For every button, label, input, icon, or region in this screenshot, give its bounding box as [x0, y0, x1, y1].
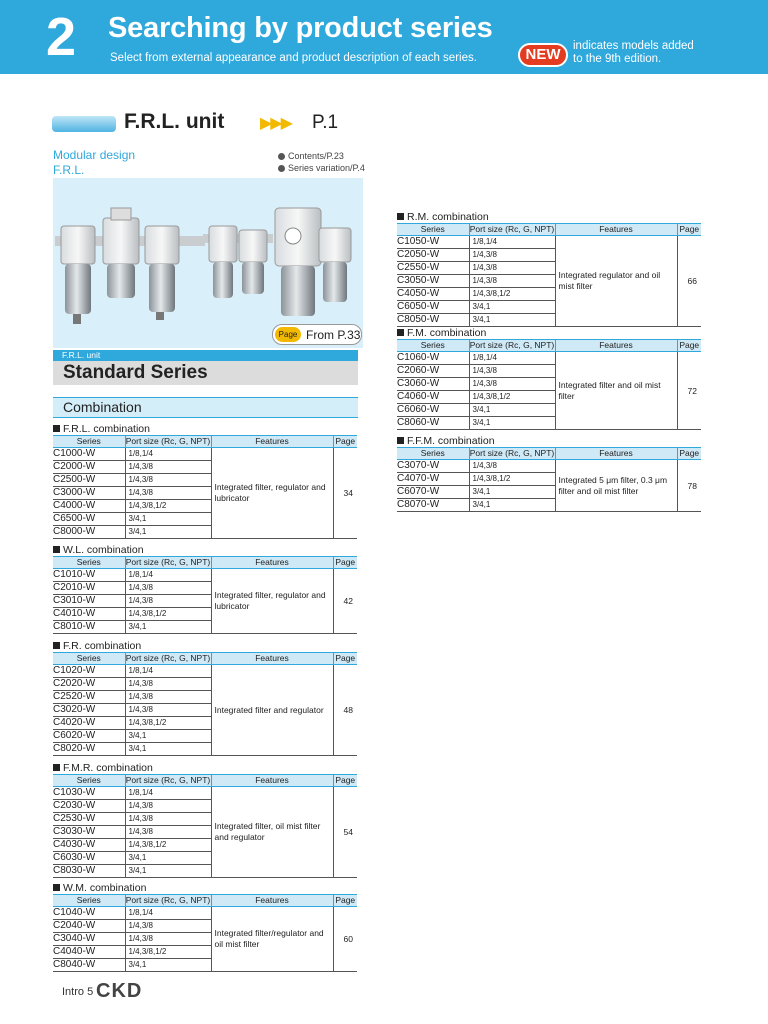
series-cell: C1030-W: [53, 787, 125, 800]
page-cell[interactable]: 48: [333, 665, 357, 756]
port-size-cell: 3/4,1: [125, 730, 211, 743]
port-size-cell: 1/4,3/8,1/2: [125, 839, 211, 852]
modular-design-label: [53, 148, 135, 178]
port-size-cell: 1/8,1/4: [469, 236, 555, 249]
port-size-cell: 1/4,3/8: [125, 461, 211, 474]
series-cell: C6030-W: [53, 852, 125, 865]
wl-combination-group: [53, 544, 357, 634]
col-header-features: Features: [211, 557, 333, 569]
series-table: [397, 447, 701, 512]
group-title-text: F.R. combination: [63, 640, 142, 652]
square-bullet-icon: [53, 425, 60, 432]
col-header-port: Port size (Rc, G, NPT): [125, 775, 211, 785]
page-subtitle: Select from external appearance and product description of each series.: [110, 52, 477, 64]
series-cell: C2520-W: [53, 691, 125, 704]
square-bullet-icon: [53, 764, 60, 771]
port-size-cell: 3/4,1: [469, 301, 555, 314]
port-size-cell: 1/4,3/8,1/2: [469, 391, 555, 404]
page-number: Intro 5: [62, 986, 94, 998]
col-header-features: Features: [211, 775, 333, 787]
series-cell: C8060-W: [397, 417, 469, 430]
group-title: [53, 762, 357, 774]
table-row: [53, 787, 357, 800]
group-title-text: F.M.R. combination: [63, 762, 153, 774]
frl-combination-group: [53, 423, 357, 539]
table-row: [53, 569, 357, 582]
port-size-cell: 3/4,1: [125, 513, 211, 526]
table-row: [53, 448, 357, 461]
from-page-label: From P.33: [306, 328, 361, 342]
col-header-page: Page: [333, 436, 357, 448]
col-header-series: Series: [53, 557, 125, 569]
features-cell: Integrated filter and oil mist filter: [555, 352, 677, 430]
modular-line2: F.R.L.: [53, 163, 85, 177]
port-size-cell: 3/4,1: [125, 526, 211, 539]
series-table: [397, 339, 701, 430]
series-cell: C1010-W: [53, 569, 125, 582]
col-header-page: Page: [333, 557, 357, 569]
col-header-port: Port size (Rc, G, NPT): [469, 340, 555, 350]
port-size-cell: 1/8,1/4: [125, 787, 211, 800]
group-title: [397, 211, 701, 223]
group-title: [53, 423, 357, 435]
port-size-cell: 3/4,1: [469, 404, 555, 417]
square-bullet-icon: [53, 546, 60, 553]
col-header-port: Port size (Rc, G, NPT): [125, 436, 211, 446]
port-size-cell: 1/4,3/8: [125, 582, 211, 595]
group-title: [53, 544, 357, 556]
ref-contents[interactable]: Contents/P.23: [278, 150, 365, 162]
port-size-cell: 3/4,1: [125, 743, 211, 756]
col-header-series: Series: [397, 340, 469, 352]
port-size-cell: 1/4,3/8: [125, 826, 211, 839]
ref-variation[interactable]: Series variation/P.4: [278, 162, 365, 174]
series-cell: C4050-W: [397, 288, 469, 301]
series-cell: C3060-W: [397, 378, 469, 391]
new-note-line2: to the 9th edition.: [573, 53, 662, 65]
series-cell: C4070-W: [397, 473, 469, 486]
new-note-line1: indicates models added: [573, 40, 694, 52]
series-cell: C2500-W: [53, 474, 125, 487]
series-cell: C6020-W: [53, 730, 125, 743]
port-size-cell: 1/4,3/8: [469, 262, 555, 275]
series-cell: C2050-W: [397, 249, 469, 262]
col-header-features: Features: [555, 448, 677, 460]
page-cell[interactable]: 66: [677, 236, 701, 327]
square-bullet-icon: [53, 884, 60, 891]
group-title: [53, 882, 357, 894]
bullet-icon: [278, 165, 285, 172]
ckd-logo: CKD: [96, 980, 143, 1002]
frl-units-illustration: [53, 178, 363, 348]
series-cell: C8000-W: [53, 526, 125, 539]
table-row: [53, 665, 357, 678]
standard-series-title: Standard Series: [53, 361, 358, 385]
series-cell: C2060-W: [397, 365, 469, 378]
series-cell: C8010-W: [53, 621, 125, 634]
arrow-icons: ▶▶▶: [260, 115, 291, 132]
series-table: [53, 435, 357, 539]
series-cell: C1040-W: [53, 907, 125, 920]
port-size-cell: 3/4,1: [125, 852, 211, 865]
series-cell: C2550-W: [397, 262, 469, 275]
series-table: [53, 774, 357, 878]
fm-combination-group: [397, 327, 701, 430]
port-size-cell: 1/4,3/8,1/2: [125, 608, 211, 621]
features-cell: Integrated 5 μm filter, 0.3 μm filter and oil mist filter: [555, 460, 677, 512]
col-header-series: Series: [53, 775, 125, 787]
bullet-icon: [278, 153, 285, 160]
series-cell: C8050-W: [397, 314, 469, 327]
col-header-features: Features: [555, 224, 677, 236]
features-cell: Integrated filter/regulator and oil mist filter: [211, 907, 333, 972]
port-size-cell: 3/4,1: [469, 499, 555, 512]
fr-combination-group: [53, 640, 357, 756]
col-header-page: Page: [333, 653, 357, 665]
features-cell: Integrated filter and regulator: [211, 665, 333, 756]
group-title: [397, 435, 701, 447]
col-header-port: Port size (Rc, G, NPT): [125, 557, 211, 567]
table-row: [397, 236, 701, 249]
group-title-text: F.R.L. combination: [63, 423, 150, 435]
section-pill-icon: [52, 116, 116, 132]
series-cell: C2030-W: [53, 800, 125, 813]
col-header-page: Page: [677, 340, 701, 352]
series-cell: C2040-W: [53, 920, 125, 933]
series-cell: C4010-W: [53, 608, 125, 621]
port-size-cell: 1/8,1/4: [125, 907, 211, 920]
chapter-number: 2: [46, 7, 77, 67]
col-header-series: Series: [397, 448, 469, 460]
series-cell: C4040-W: [53, 946, 125, 959]
port-size-cell: 1/4,3/8,1/2: [125, 717, 211, 730]
col-header-series: Series: [53, 653, 125, 665]
port-size-cell: 1/4,3/8: [125, 813, 211, 826]
page-cell[interactable]: 54: [333, 787, 357, 878]
series-table: [53, 556, 357, 634]
series-cell: C3040-W: [53, 933, 125, 946]
col-header-features: Features: [211, 653, 333, 665]
square-bullet-icon: [397, 213, 404, 220]
ffm-combination-group: [397, 435, 701, 512]
series-cell: C8030-W: [53, 865, 125, 878]
series-cell: C1060-W: [397, 352, 469, 365]
port-size-cell: 3/4,1: [469, 417, 555, 430]
port-size-cell: 1/4,3/8,1/2: [469, 473, 555, 486]
series-table: [53, 652, 357, 756]
series-cell: C6070-W: [397, 486, 469, 499]
page-cell[interactable]: 42: [333, 569, 357, 634]
col-header-port: Port size (Rc, G, NPT): [125, 653, 211, 663]
new-note: [573, 40, 694, 66]
col-header-page: Page: [333, 775, 357, 787]
new-badge: NEW: [518, 43, 568, 67]
square-bullet-icon: [53, 642, 60, 649]
series-cell: C4030-W: [53, 839, 125, 852]
series-cell: C8040-W: [53, 959, 125, 972]
square-bullet-icon: [397, 437, 404, 444]
page-cell[interactable]: 78: [677, 460, 701, 512]
series-cell: C2020-W: [53, 678, 125, 691]
series-cell: C3010-W: [53, 595, 125, 608]
fmr-combination-group: [53, 762, 357, 878]
series-cell: C8070-W: [397, 499, 469, 512]
port-size-cell: 1/4,3/8: [469, 249, 555, 262]
series-cell: C4020-W: [53, 717, 125, 730]
group-title-text: W.M. combination: [63, 882, 147, 894]
product-photo: [53, 178, 363, 348]
port-size-cell: 3/4,1: [469, 314, 555, 327]
group-title-text: W.L. combination: [63, 544, 144, 556]
port-size-cell: 1/8,1/4: [125, 448, 211, 461]
port-size-cell: 1/4,3/8: [125, 800, 211, 813]
features-cell: Integrated filter, oil mist filter and regulator: [211, 787, 333, 878]
col-header-series: Series: [397, 224, 469, 236]
col-header-series: Series: [53, 895, 125, 907]
col-header-series: Series: [53, 436, 125, 448]
port-size-cell: 3/4,1: [125, 865, 211, 878]
series-cell: C4000-W: [53, 500, 125, 513]
port-size-cell: 1/4,3/8: [125, 474, 211, 487]
series-cell: C2010-W: [53, 582, 125, 595]
port-size-cell: 1/4,3/8: [125, 691, 211, 704]
series-cell: C2530-W: [53, 813, 125, 826]
table-row: [397, 460, 701, 473]
series-cell: C1020-W: [53, 665, 125, 678]
port-size-cell: 1/8,1/4: [469, 352, 555, 365]
group-title: [397, 327, 701, 339]
port-size-cell: 1/4,3/8: [125, 678, 211, 691]
port-size-cell: 1/4,3/8,1/2: [125, 946, 211, 959]
port-size-cell: 3/4,1: [125, 621, 211, 634]
col-header-page: Page: [677, 224, 701, 236]
series-cell: C3070-W: [397, 460, 469, 473]
series-cell: C3000-W: [53, 487, 125, 500]
page-title: Searching by product series: [108, 12, 493, 44]
page-cell[interactable]: 34: [333, 448, 357, 539]
col-header-features: Features: [555, 340, 677, 352]
port-size-cell: 1/4,3/8: [469, 460, 555, 473]
series-cell: C3030-W: [53, 826, 125, 839]
group-title-text: R.M. combination: [407, 211, 489, 223]
page-badge: Page: [275, 327, 301, 342]
group-title-text: F.M. combination: [407, 327, 487, 339]
port-size-cell: 1/4,3/8: [125, 933, 211, 946]
port-size-cell: 1/4,3/8: [469, 378, 555, 391]
series-cell: C3050-W: [397, 275, 469, 288]
features-cell: Integrated filter, regulator and lubricator: [211, 569, 333, 634]
col-header-port: Port size (Rc, G, NPT): [469, 224, 555, 234]
section-title: F.R.L. unit: [124, 110, 225, 133]
port-size-cell: 1/4,3/8,1/2: [125, 500, 211, 513]
col-header-port: Port size (Rc, G, NPT): [469, 448, 555, 458]
series-cell: C1050-W: [397, 236, 469, 249]
section-page-link[interactable]: P.1: [312, 112, 339, 133]
features-cell: Integrated regulator and oil mist filter: [555, 236, 677, 327]
modular-line1: Modular design: [53, 148, 136, 162]
port-size-cell: 1/4,3/8: [125, 704, 211, 717]
col-header-page: Page: [333, 895, 357, 907]
series-cell: C8020-W: [53, 743, 125, 756]
features-cell: Integrated filter, regulator and lubricator: [211, 448, 333, 539]
col-header-port: Port size (Rc, G, NPT): [125, 895, 211, 905]
port-size-cell: 1/4,3/8,1/2: [469, 288, 555, 301]
square-bullet-icon: [397, 329, 404, 336]
port-size-cell: 3/4,1: [469, 486, 555, 499]
series-cell: C2000-W: [53, 461, 125, 474]
series-cell: C6060-W: [397, 404, 469, 417]
page-cell[interactable]: 60: [333, 907, 357, 972]
page-cell[interactable]: 72: [677, 352, 701, 430]
combination-heading: Combination: [53, 397, 358, 418]
port-size-cell: 1/4,3/8: [125, 487, 211, 500]
port-size-cell: 1/8,1/4: [125, 665, 211, 678]
wm-combination-group: [53, 882, 357, 972]
port-size-cell: 1/4,3/8: [469, 275, 555, 288]
table-row: [397, 352, 701, 365]
series-cell: C6500-W: [53, 513, 125, 526]
port-size-cell: 3/4,1: [125, 959, 211, 972]
col-header-features: Features: [211, 436, 333, 448]
series-cell: C4060-W: [397, 391, 469, 404]
col-header-features: Features: [211, 895, 333, 907]
group-title-text: F.F.M. combination: [407, 435, 495, 447]
group-title: [53, 640, 357, 652]
port-size-cell: 1/8,1/4: [125, 569, 211, 582]
chapter-header: [0, 0, 768, 74]
port-size-cell: 1/4,3/8: [125, 595, 211, 608]
series-cell: C1000-W: [53, 448, 125, 461]
series-cell: C3020-W: [53, 704, 125, 717]
series-table: [53, 894, 357, 972]
table-row: [53, 907, 357, 920]
col-header-page: Page: [677, 448, 701, 460]
port-size-cell: 1/4,3/8: [125, 920, 211, 933]
port-size-cell: 1/4,3/8: [469, 365, 555, 378]
series-table: [397, 223, 701, 327]
standard-strip-label: F.R.L. unit: [53, 350, 358, 361]
series-cell: C6050-W: [397, 301, 469, 314]
rm-combination-group: [397, 211, 701, 327]
from-page-button[interactable]: [272, 324, 362, 345]
page-references: [278, 150, 365, 174]
